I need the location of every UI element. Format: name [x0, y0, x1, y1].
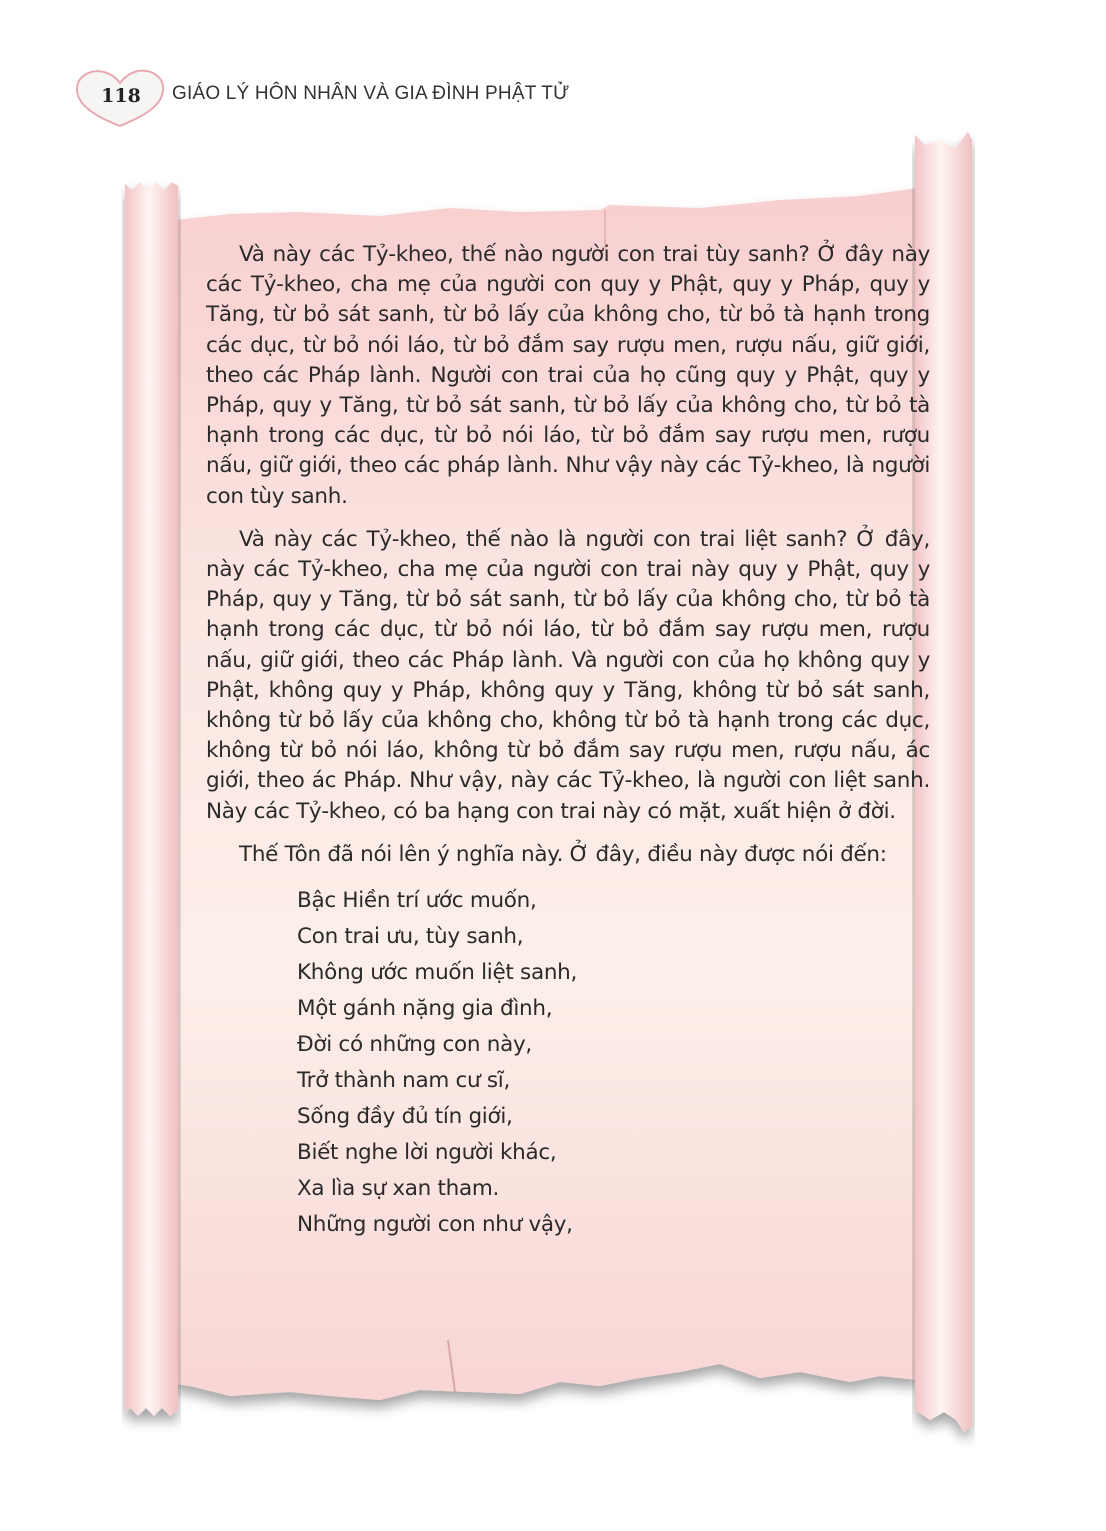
verse-line: Không ước muốn liệt sanh, — [297, 960, 578, 986]
verse-line: Một gánh nặng gia đình, — [297, 996, 553, 1022]
paragraph: Và này các Tỷ-kheo, thế nào người con trai tùy sanh? Ở đây này các Tỷ-kheo, cha mẹ của người con quy y Phật, quy y Pháp, quy y Tăng, từ bỏ sát sanh, từ bỏ lấy của không cho, từ bỏ tà hạnh trong các dục, từ bỏ nói láo, từ bỏ đắm say rượu men, rượu nấu, giữ giới, theo các Pháp lành. Người con trai của họ cũng quy y Phật, quy y Pháp, quy y Tăng, từ bỏ sát sanh, từ bỏ lấy của không cho, từ bỏ tà hạnh trong các dục, từ bỏ nói láo, từ bỏ đắm say rượu men, rượu nấu, giữ giới, theo các pháp lành. Như vậy này các Tỷ-kheo, là người con tùy sanh. — [206, 242, 930, 509]
paragraph: Thế Tôn đã nói lên ý nghĩa này. Ở đây, điều này được nói đến: — [239, 841, 887, 867]
verse-line: Đời có những con này, — [297, 1032, 532, 1058]
book-title: GIÁO LÝ HÔN NHÂN VÀ GIA ĐÌNH PHẬT TỬ — [172, 83, 570, 104]
page-number: 118 — [101, 85, 141, 107]
verse-line: Sống đầy đủ tín giới, — [297, 1104, 513, 1130]
page-body — [206, 240, 930, 1243]
verse-line: Xa lìa sự xan tham. — [297, 1176, 500, 1202]
verse-line: Trở thành nam cư sĩ, — [297, 1068, 510, 1094]
verse-line: Những người con như vậy, — [297, 1212, 573, 1238]
paragraph: Và này các Tỷ-kheo, thế nào là người con trai liệt sanh? Ở đây, này các Tỷ-kheo, cha mẹ của người con trai này quy y Phật, quy y Pháp, quy y Tăng, từ bỏ sát sanh, từ bỏ lấy của không cho, từ bỏ tà hạnh trong các dục, từ bỏ nói láo, từ bỏ đắm say rượu men, rượu nấu, giữ giới, theo các Pháp lành. Và người con của họ không quy y Phật, không quy y Pháp, không quy y Tăng, không từ bỏ sát sanh, không từ bỏ lấy của không cho, không từ bỏ tà hạnh trong các dục, không từ bỏ nói láo, không từ bỏ đắm say rượu men, rượu nấu, ác giới, theo ác Pháp. Như vậy, này các Tỷ-kheo, là người con liệt sanh. Này các Tỷ-kheo, có ba hạng con trai này có mặt, xuất hiện ở đời. — [206, 526, 930, 824]
verse-line: Bậc Hiền trí ước muốn, — [297, 888, 537, 914]
verse-line: Con trai ưu, tùy sanh, — [297, 924, 524, 950]
verse-block — [297, 883, 930, 1243]
page-header — [74, 68, 674, 128]
verse-line: Biết nghe lời người khác, — [297, 1140, 557, 1166]
